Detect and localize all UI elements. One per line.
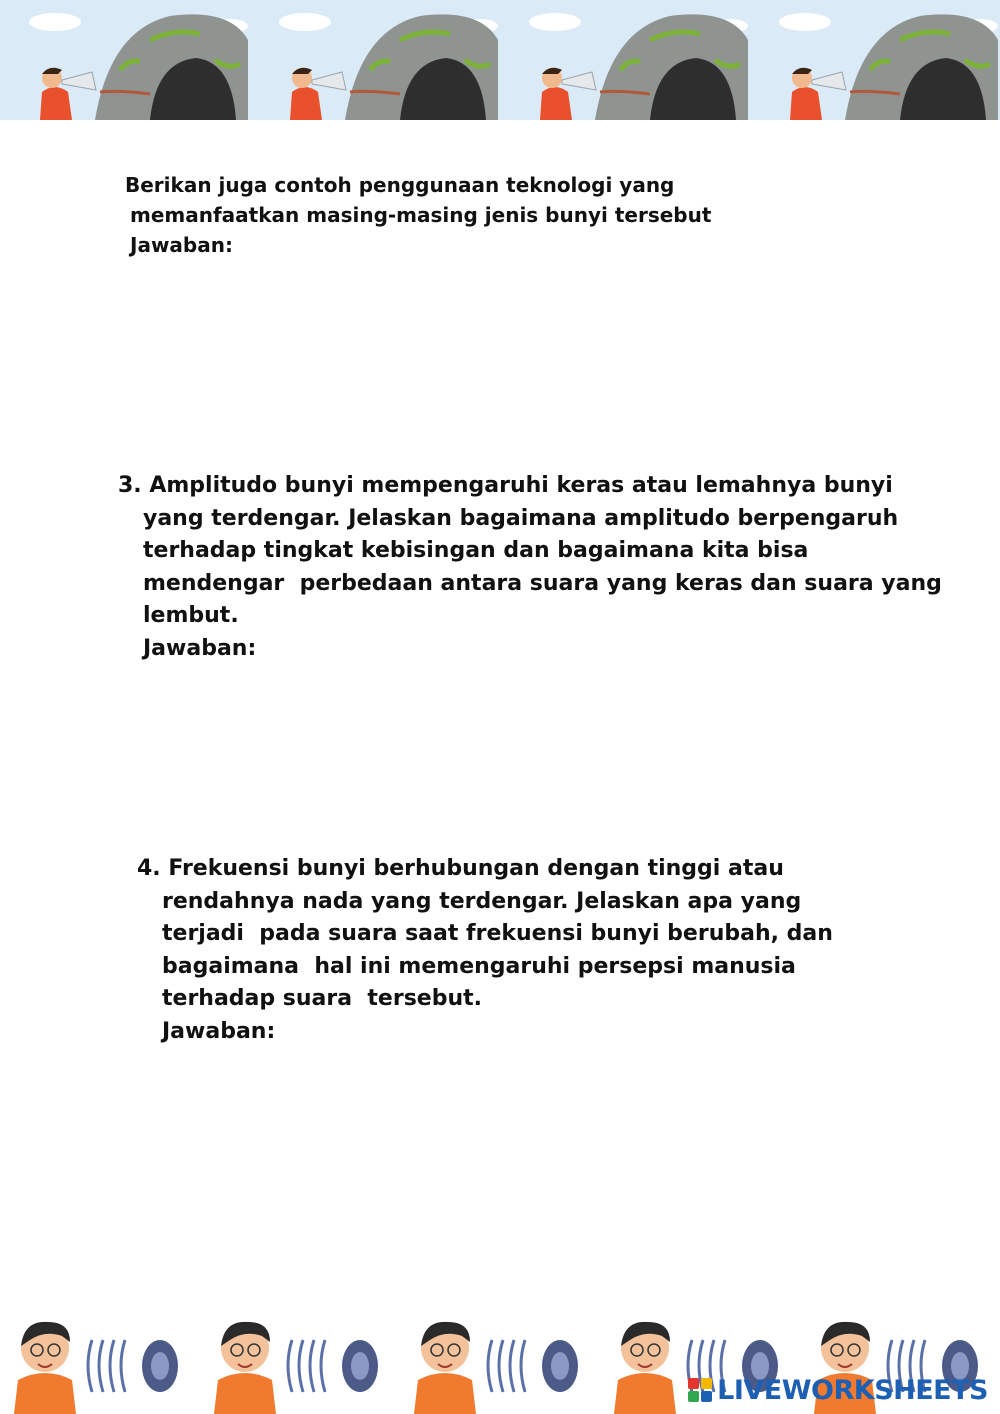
- logo-square: [701, 1391, 712, 1402]
- sound-wave: [321, 1340, 325, 1392]
- q3-line-2: yang terdengar. Jelaskan bagaimana amplitudo berpengaruh: [143, 505, 899, 531]
- question-4: [137, 853, 833, 1049]
- person-shirt: [40, 87, 72, 120]
- intro-line-1: Berikan juga contoh penggunaan teknologi yang: [125, 173, 675, 197]
- liveworksheets-wordmark: LIVEWORKSHEETS: [717, 1374, 988, 1406]
- sound-scene-tile: [414, 1322, 578, 1414]
- sound-scene-tile: [14, 1322, 178, 1414]
- q3-line-5: lembut.: [143, 603, 239, 629]
- cloud-icon: [779, 13, 831, 31]
- echo-scene-tile: [0, 0, 250, 120]
- echo-scene-tile: [750, 0, 1000, 120]
- sound-wave: [510, 1340, 514, 1392]
- q4-line-3: terjadi pada suara saat frekuensi bunyi berubah, dan: [162, 921, 833, 947]
- q3-line-1: 3. Amplitudo bunyi mempengaruhi keras atau lemahnya bunyi: [118, 473, 893, 498]
- q4-line-4: bagaimana hal ini memengaruhi persepsi manusia: [162, 953, 796, 979]
- logo-square: [688, 1378, 699, 1389]
- sound-wave: [299, 1340, 303, 1392]
- sound-wave: [499, 1340, 503, 1392]
- cloud-icon: [529, 13, 581, 31]
- liveworksheets-logo: [687, 1372, 988, 1408]
- sound-wave: [521, 1340, 525, 1392]
- q4-line-5: terhadap suara tersebut.: [162, 986, 482, 1012]
- logo-square: [688, 1391, 699, 1402]
- q4-line-1: 4. Frekuensi bunyi berhubungan dengan tinggi atau: [137, 856, 784, 881]
- header-banner: [0, 0, 1000, 120]
- q4-answer-label: Jawaban:: [162, 1018, 276, 1044]
- person-shirt: [290, 87, 322, 120]
- sound-wave: [488, 1340, 492, 1392]
- cloud-icon: [279, 13, 331, 31]
- person-shirt: [790, 87, 822, 120]
- sound-wave: [288, 1340, 292, 1392]
- q3-line-4: mendengar perbedaan antara suara yang keras dan suara yang: [143, 570, 942, 596]
- echo-scene-tile: [500, 0, 750, 120]
- liveworksheets-mark-icon: [687, 1377, 713, 1403]
- sound-wave: [110, 1340, 114, 1392]
- q3-answer-label: Jawaban:: [143, 635, 257, 661]
- sound-wave: [88, 1340, 92, 1392]
- logo-square: [701, 1378, 712, 1389]
- question-3: [118, 470, 942, 666]
- q3-line-3: terhadap tingkat kebisingan dan bagaimana kita bisa: [143, 538, 809, 564]
- intro-line-2: memanfaatkan masing-masing jenis bunyi tersebut: [130, 203, 712, 227]
- echo-scene-tile: [250, 0, 500, 120]
- sound-scene-tile: [214, 1322, 378, 1414]
- boy-shirt: [214, 1373, 276, 1414]
- boy-shirt: [614, 1373, 676, 1414]
- sound-wave: [310, 1340, 314, 1392]
- sound-wave: [99, 1340, 103, 1392]
- q4-line-2: rendahnya nada yang terdengar. Jelaskan apa yang: [162, 888, 802, 914]
- intro-question: [125, 170, 711, 260]
- cloud-icon: [29, 13, 81, 31]
- boy-shirt: [414, 1373, 476, 1414]
- person-shirt: [540, 87, 572, 120]
- boy-shirt: [14, 1373, 76, 1414]
- sound-wave: [121, 1340, 125, 1392]
- intro-answer-label: Jawaban:: [130, 233, 233, 257]
